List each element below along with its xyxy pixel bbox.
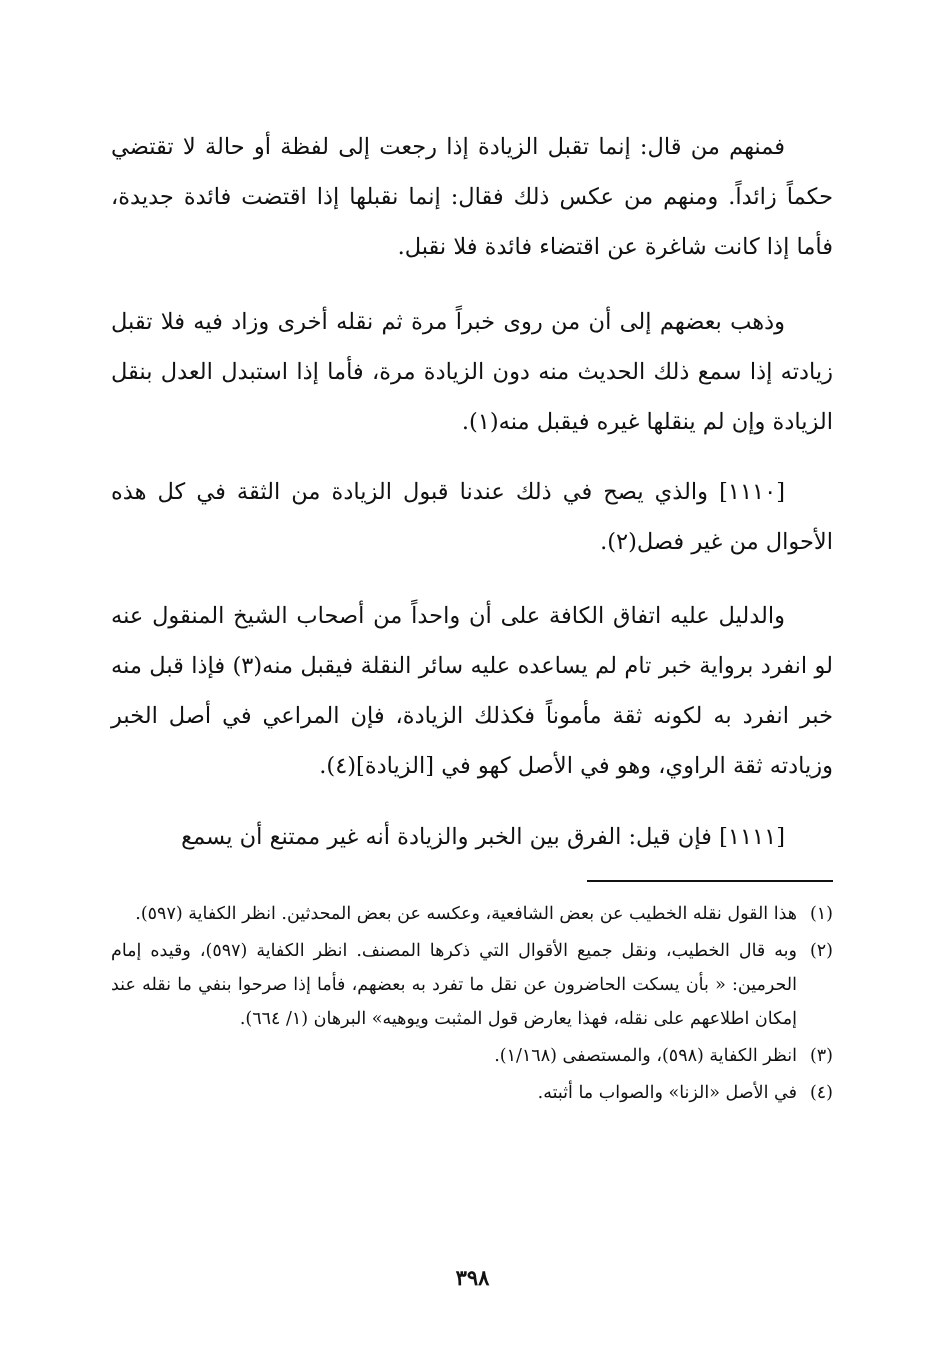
footnote-text: وبه قال الخطيب، ونقل جميع الأقوال التي ذكرها المصنف. انظر الكفاية (٥٩٧)، وقيده إمام الحرمين: « بأن يسكت الحاضرون عن نقل ما تفرد به بعضهم، فأما إذا صرحوا بنفي ما نقله عند إمكان اطلاعهم على نقله، فهذا يعارض قول المثبت ويوهيه» البرهان (١/ ٦٦٤). <box>111 941 797 1029</box>
paragraph-2: وذهب بعضهم إلى أن من روى خبراً مرة ثم نقله أخرى وزاد فيه فلا تقبل زيادته إذا سمع ذلك الحديث منه دون الزيادة مرة، فأما إذا استبدل العدل بنقل الزيادة وإن لم ينقلها غيره فيقبل منه(١). <box>111 309 833 435</box>
footnote-number: (٤) <box>809 1083 833 1103</box>
footnote-number: (٣) <box>809 1046 833 1066</box>
footnote-1 <box>111 897 833 931</box>
footnote-number: (١) <box>809 904 833 924</box>
footnote-4 <box>111 1076 833 1110</box>
footnote-text: انظر الكفاية (٥٩٨)، والمستصفى (١/١٦٨). <box>494 1046 797 1066</box>
footnotes <box>111 897 833 1113</box>
paragraph-3: [١١١٠] والذي يصح في ذلك عندنا قبول الزيادة من الثقة في كل هذه الأحوال من غير فصل(٢). <box>111 479 833 555</box>
footnote-separator <box>587 880 833 882</box>
footnote-number: (٢) <box>809 941 833 961</box>
paragraph-5: [١١١١] فإن قيل: الفرق بين الخبر والزيادة أنه غير ممتنع أن يسمع <box>181 824 785 850</box>
paragraph-4: والدليل عليه اتفاق الكافة على أن واحداً من أصحاب الشيخ المنقول عنه لو انفرد برواية خبر تام لم يساعده عليه سائر النقلة فيقبل منه(٣) فإذا قبل منه خبر انفرد به لكونه ثقة مأموناً فكذلك الزيادة، فإن المراعي في أصل الخبر وزيادته ثقة الراوي، وهو في الأصل كهو في [الزيادة](٤). <box>111 603 833 779</box>
page-number: ٣٩٨ <box>455 1265 490 1290</box>
footnote-text: هذا القول نقله الخطيب عن بعض الشافعية، وعكسه عن بعض المحدثين. انظر الكفاية (٥٩٧). <box>135 904 797 924</box>
footnote-2 <box>111 934 833 1036</box>
paragraph-1: فمنهم من قال: إنما تقبل الزيادة إذا رجعت إلى لفظة أو حالة لا تقتضي حكماً زائداً. ومنهم من عكس ذلك فقال: إنما نقبلها إذا اقتضت فائدة جديدة، فأما إذا كانت شاغرة عن اقتضاء فائدة فلا نقبل. <box>111 134 833 260</box>
footnote-3 <box>111 1039 833 1073</box>
footnote-text: في الأصل «الزنا» والصواب ما أثبته. <box>537 1083 797 1103</box>
